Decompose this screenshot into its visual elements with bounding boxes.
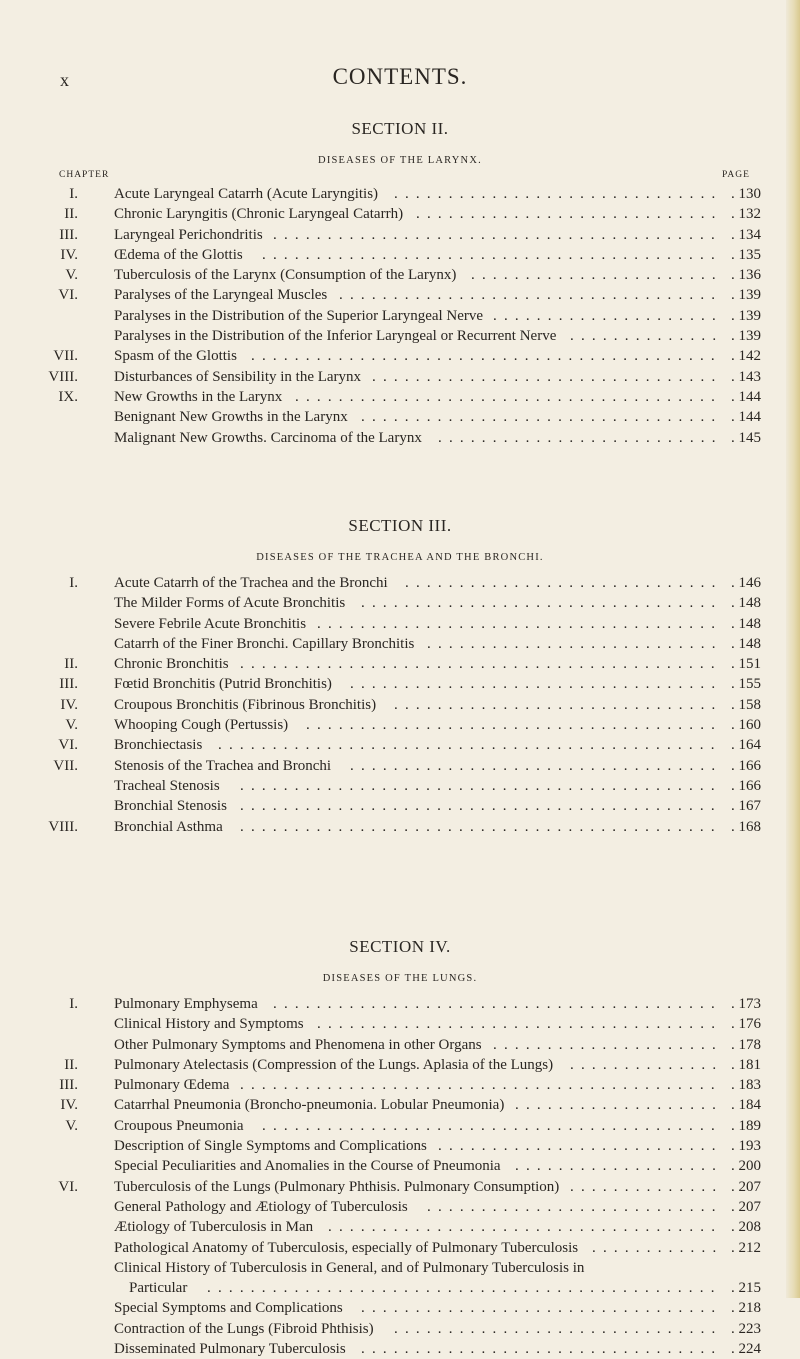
section-subheading: DISEASES OF THE TRACHEA AND THE BRONCHI.: [256, 552, 544, 563]
chapter-number: V.: [65, 267, 78, 284]
dot-leader: ...................: [515, 1158, 724, 1175]
entry-title: Tuberculosis of the Lungs (Pulmonary Phthisis. Pulmonary Consumption): [114, 1178, 560, 1195]
toc-entry: [0, 593, 800, 613]
toc-entry: [0, 1116, 800, 1136]
section-lungs: [0, 936, 800, 1359]
toc-entry: [0, 245, 800, 265]
dot-leader: ............: [592, 1239, 724, 1256]
chapter-number: I.: [69, 996, 78, 1012]
entry-title: Acute Catarrh of the Trachea and the Bronchi: [114, 575, 388, 591]
page-number-ref: . 215: [731, 1278, 761, 1298]
chapter-number: I.: [69, 186, 78, 202]
toc-entry: [0, 1217, 800, 1237]
entry-title: Whooping Cough (Pertussis): [114, 717, 289, 734]
toc-entry: [0, 1298, 800, 1318]
toc-entry: [0, 428, 800, 448]
entry-title: Bronchiectasis: [114, 737, 203, 754]
dot-leader: .............................: [405, 575, 723, 591]
entry-title: Croupous Bronchitis (Fibrinous Bronchitis): [114, 696, 377, 713]
toc-entry: [0, 1075, 800, 1095]
dot-leader: ...........................: [427, 635, 723, 652]
entry-title: Disseminated Pulmonary Tuberculosis: [114, 1341, 346, 1358]
page-number-ref: . 208: [731, 1217, 761, 1237]
dot-leader: ..................................: [350, 676, 723, 693]
entry-title: General Pathology and Ætiology of Tuberculosis: [114, 1198, 408, 1215]
entry-title: Contraction of the Lungs (Fibroid Phthisis): [114, 1320, 374, 1337]
entry-title: Spasm of the Glottis: [114, 348, 237, 365]
page-number-ref: . 212: [731, 1238, 761, 1258]
section-trachea-bronchi: [0, 515, 800, 837]
dot-leader: ..............................: [394, 186, 723, 202]
contents-list: [0, 994, 800, 1359]
toc-entry: [0, 994, 800, 1014]
chapter-number: VIII.: [48, 818, 78, 835]
toc-entry: [0, 285, 800, 305]
dot-leader: ............................................: [240, 656, 722, 673]
section-heading: SECTION II.: [351, 119, 449, 138]
dot-leader: ..........................................: [262, 246, 722, 263]
entry-title: Severe Febrile Acute Bronchitis: [114, 615, 307, 632]
contents-list: [0, 184, 800, 448]
entry-title: Clinical History of Tuberculosis in General, and of Pulmonary Tuberculosis in: [114, 1259, 585, 1276]
toc-entry: [0, 367, 800, 387]
entry-title: Pulmonary Emphysema: [114, 996, 258, 1012]
page-number-ref: . 207: [731, 1177, 761, 1197]
dot-leader: ..................................: [350, 757, 723, 774]
toc-entry: [0, 614, 800, 634]
dot-leader: .................................: [361, 1300, 723, 1317]
running-head: [0, 64, 800, 94]
toc-entry: [0, 1319, 800, 1339]
contents-list: [0, 573, 800, 837]
page-number-ref: . 151: [731, 654, 761, 674]
entry-title: Pulmonary Atelectasis (Compression of the Lungs. Aplasia of the Lungs): [114, 1056, 554, 1073]
entry-title: Chronic Laryngitis (Chronic Laryngeal Catarrh): [114, 206, 404, 223]
toc-entry: [0, 796, 800, 816]
entry-title: Special Peculiarities and Anomalies in the Course of Pneumonia: [114, 1158, 501, 1175]
entry-title: Acute Laryngeal Catarrh (Acute Laryngitis): [114, 186, 379, 202]
entry-title: The Milder Forms of Acute Bronchitis: [114, 595, 346, 612]
toc-entry: [0, 1278, 800, 1298]
toc-entry: [0, 265, 800, 285]
page-number-ref: . 183: [731, 1075, 761, 1095]
chapter-number: IX.: [58, 388, 78, 405]
toc-entry: [0, 573, 800, 593]
toc-entry: [0, 1258, 800, 1278]
page-number-ref: . 166: [731, 756, 761, 776]
page-number-ref: . 148: [731, 634, 761, 654]
dot-leader: .....................................: [317, 615, 723, 632]
dot-leader: ..............: [570, 328, 724, 345]
toc-entry: [0, 1014, 800, 1034]
page-number-ref: . 143: [731, 367, 761, 387]
page-number-ref: . 223: [731, 1319, 761, 1339]
entry-title: Stenosis of the Trachea and Bronchi: [114, 757, 332, 774]
page-number-ref: . 144: [731, 407, 761, 427]
chapter-number: IV.: [60, 246, 78, 263]
column-label-chapter: CHAPTER: [59, 170, 110, 180]
chapter-number: V.: [65, 1117, 78, 1134]
entry-title: Paralyses of the Laryngeal Muscles: [114, 287, 328, 304]
dot-leader: ..............................................: [218, 737, 722, 754]
dot-leader: ..........................: [438, 429, 723, 446]
page-number-ref: . 181: [731, 1055, 761, 1075]
page-number-ref: . 139: [731, 306, 761, 326]
entry-title: Pathological Anatomy of Tuberculosis, especially of Pulmonary Tuberculosis: [114, 1239, 579, 1256]
entry-title: Clinical History and Symptoms: [114, 1016, 304, 1033]
chapter-number: IV.: [60, 1097, 78, 1114]
entry-title: Paralyses in the Distribution of the Inferior Laryngeal or Recurrent Nerve: [114, 328, 557, 345]
chapter-number: VII.: [53, 348, 78, 365]
toc-entry: [0, 1035, 800, 1055]
page-number-ref: . 144: [731, 387, 761, 407]
entry-title: New Growths in the Larynx: [114, 388, 283, 405]
page-number-ref: . 148: [731, 593, 761, 613]
dot-leader: ....................................: [328, 1219, 723, 1236]
toc-entry: [0, 326, 800, 346]
dot-leader: .......................................: [295, 388, 723, 405]
chapter-number: VI.: [58, 737, 78, 754]
entry-title: Special Symptoms and Complications: [114, 1300, 343, 1317]
dot-leader: ...................................: [339, 287, 723, 304]
page-number-ref: . 146: [731, 573, 761, 593]
page-number-ref: . 139: [731, 326, 761, 346]
dot-leader: .........................................: [273, 996, 722, 1012]
toc-entry: [0, 634, 800, 654]
chapter-number: II.: [64, 656, 78, 673]
page-number-ref: . 155: [731, 674, 761, 694]
toc-entry: [0, 1136, 800, 1156]
page-number-ref: . 167: [731, 796, 761, 816]
dot-leader: ..........................: [438, 1138, 723, 1155]
toc-entry: [0, 1095, 800, 1115]
page-number-ref: . 135: [731, 245, 761, 265]
dot-leader: ..........................................: [262, 1117, 722, 1134]
column-label-page: PAGE: [722, 170, 750, 180]
toc-entry: [0, 184, 800, 204]
chapter-number: II.: [64, 1056, 78, 1073]
page-number-ref: . 176: [731, 1014, 761, 1034]
dot-leader: ..............: [570, 1178, 724, 1195]
dot-leader: ...........................................: [251, 348, 722, 365]
toc-entry: [0, 204, 800, 224]
chapter-number: VI.: [58, 287, 78, 304]
entry-title: Particular: [114, 1280, 188, 1297]
entry-title: Catarrhal Pneumonia (Broncho-pneumonia. Lobular Pneumonia): [114, 1097, 505, 1114]
chapter-number: VI.: [58, 1178, 78, 1195]
chapter-number: V.: [65, 717, 78, 734]
entry-title: Malignant New Growths. Carcinoma of the Larynx: [114, 429, 422, 446]
entry-title: Œdema of the Glottis: [114, 246, 243, 263]
chapter-number: IV.: [60, 696, 78, 713]
page-number-ref: . 178: [731, 1035, 761, 1055]
toc-entry: [0, 735, 800, 755]
page-number-ref: . 173: [731, 994, 761, 1014]
page-number-ref: . 218: [731, 1298, 761, 1318]
page-number-ref: . 200: [731, 1156, 761, 1176]
page-number-ref: . 189: [731, 1116, 761, 1136]
page-title: CONTENTS.: [332, 64, 468, 89]
entry-title: Fœtid Bronchitis (Putrid Bronchitis): [114, 676, 332, 693]
page-number-ref: . 136: [731, 265, 761, 285]
page-number-ref: . 184: [731, 1095, 761, 1115]
page-number-ref: . 139: [731, 285, 761, 305]
toc-entry: [0, 306, 800, 326]
dot-leader: ...........................: [427, 1198, 723, 1215]
entry-title: Chronic Bronchitis: [114, 656, 229, 673]
toc-entry: [0, 695, 800, 715]
page-number-ref: . 130: [731, 184, 761, 204]
toc-entry: [0, 407, 800, 427]
toc-entry: [0, 776, 800, 796]
toc-entry: [0, 1197, 800, 1217]
dot-leader: ......................................: [306, 717, 723, 734]
entry-title: Paralyses in the Distribution of the Superior Laryngeal Nerve: [114, 307, 484, 324]
dot-leader: .................................: [361, 595, 723, 612]
entry-title: Laryngeal Perichondritis: [114, 226, 263, 243]
entry-title: Bronchial Stenosis: [114, 798, 227, 815]
dot-leader: .....................................: [317, 1016, 723, 1033]
chapter-number: VIII.: [48, 368, 78, 385]
page-number: x: [60, 70, 69, 90]
entry-title: Tuberculosis of the Larynx (Consumption of the Larynx): [114, 267, 457, 284]
dot-leader: .................................: [361, 1341, 723, 1358]
page-number-ref: . 134: [731, 225, 761, 245]
dot-leader: ..............................: [394, 1320, 723, 1337]
dot-leader: ............................................: [240, 798, 722, 815]
toc-entry: [0, 817, 800, 837]
toc-entry: [0, 715, 800, 735]
toc-entry: [0, 387, 800, 407]
entry-title: Ætiology of Tuberculosis in Man: [114, 1219, 314, 1236]
toc-entry: [0, 654, 800, 674]
column-labels: [0, 170, 800, 184]
entry-title: Pulmonary Œdema: [114, 1077, 230, 1094]
section-subheading: DISEASES OF THE LARYNX.: [318, 155, 482, 166]
entry-title: Tracheal Stenosis: [114, 777, 220, 794]
section-larynx: [0, 118, 800, 448]
page-number-ref: . 148: [731, 614, 761, 634]
chapter-number: III.: [59, 226, 78, 243]
section-subheading: DISEASES OF THE LUNGS.: [322, 973, 478, 984]
page-number-ref: . 168: [731, 817, 761, 837]
toc-entry: [0, 1238, 800, 1258]
section-heading: SECTION IV.: [349, 937, 451, 956]
chapter-number: II.: [64, 206, 78, 223]
dot-leader: .....................: [493, 307, 723, 324]
toc-entry: [0, 756, 800, 776]
entry-title: Catarrh of the Finer Bronchi. Capillary Bronchitis: [114, 635, 415, 652]
page-number-ref: . 145: [731, 428, 761, 448]
chapter-number: III.: [59, 676, 78, 693]
page-number-ref: . 142: [731, 346, 761, 366]
page-number-ref: . 132: [731, 204, 761, 224]
page-number-ref: . 207: [731, 1197, 761, 1217]
dot-leader: ..............................: [394, 696, 723, 713]
toc-entry: [0, 1156, 800, 1176]
toc-entry: [0, 346, 800, 366]
dot-leader: ............................................: [240, 818, 722, 835]
chapter-number: I.: [69, 575, 78, 591]
page-number-ref: . 224: [731, 1339, 761, 1359]
entry-title: Description of Single Symptoms and Complications: [114, 1138, 427, 1155]
entry-title: Other Pulmonary Symptoms and Phenomena in other Organs: [114, 1036, 482, 1053]
page-number-ref: . 160: [731, 715, 761, 735]
dot-leader: ................................: [372, 368, 723, 385]
dot-leader: ...............................................: [207, 1280, 722, 1297]
page-number-ref: . 166: [731, 776, 761, 796]
toc-entry: [0, 1177, 800, 1197]
entry-title: Disturbances of Sensibility in the Larynx: [114, 368, 362, 385]
dot-leader: ...................: [515, 1097, 724, 1114]
dot-leader: ..............: [570, 1056, 724, 1073]
page-number-ref: . 193: [731, 1136, 761, 1156]
toc-entry: [0, 1055, 800, 1075]
dot-leader: .......................: [471, 267, 723, 284]
page-number-ref: . 158: [731, 695, 761, 715]
page-number-ref: . 164: [731, 735, 761, 755]
dot-leader: ............................: [416, 206, 723, 223]
section-heading: SECTION III.: [348, 516, 452, 535]
toc-entry: [0, 225, 800, 245]
dot-leader: ............................................: [240, 1077, 722, 1094]
dot-leader: .................................: [361, 409, 723, 426]
dot-leader: ............................................: [240, 777, 722, 794]
entry-title: Benignant New Growths in the Larynx: [114, 409, 348, 426]
dot-leader: .........................................: [273, 226, 722, 243]
toc-entry: [0, 1339, 800, 1359]
chapter-number: III.: [59, 1077, 78, 1094]
toc-entry: [0, 674, 800, 694]
entry-title: Croupous Pneumonia: [114, 1117, 244, 1134]
chapter-number: VII.: [53, 757, 78, 774]
entry-title: Bronchial Asthma: [114, 818, 223, 835]
dot-leader: .....................: [493, 1036, 723, 1053]
